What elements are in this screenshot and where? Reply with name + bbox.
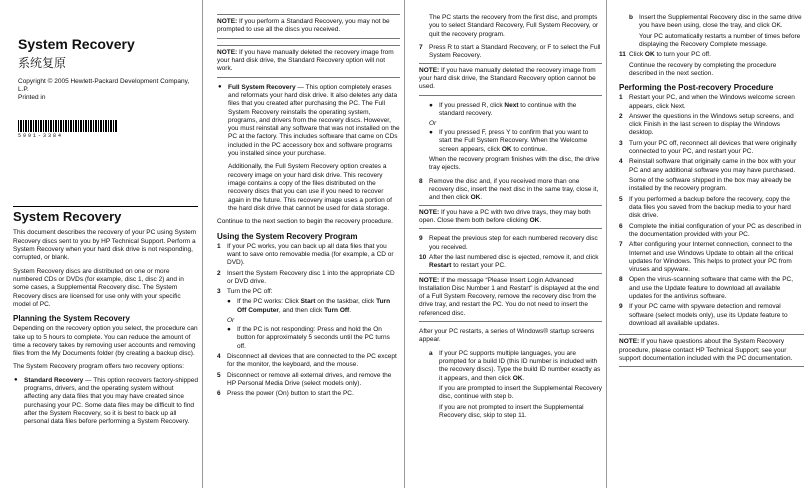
tray-paragraph: When the recovery program finishes with the disc, the drive tray ejects. <box>429 156 600 172</box>
step-a-paragraph-2: If you are prompted to insert the Supplemental Recovery disc, continue with step b. <box>439 384 602 401</box>
note-support: NOTE: If you have questions about the System Recovery procedure, please contact HP Technical Support; see your support documentation included with the PC documentation. <box>619 334 804 367</box>
step-3-bullet-b: ● If the PC is not responding: Press and hold the On button for approximately 5 seconds until the PC turns off. <box>227 326 390 350</box>
planning-heading: Planning the System Recovery <box>13 314 130 324</box>
post-step-3: 3 Turn your PC off, reconnect all devices that were originally connected to your PC, and restart your PC. <box>619 139 797 156</box>
post-step-5: 5 If you performed a backup before the recovery, copy the data files you saved from the backup media to your hard disk drive. <box>619 195 791 220</box>
step-10: 10 After the last numbered disc is ejected, remove it, and click Restart to restart your PC. <box>419 253 599 270</box>
barcode <box>18 120 118 132</box>
printed-in: Printed in <box>18 94 46 102</box>
full-recovery-bullet: ● Full System Recovery — This option completely erases and reformats your hard disk drive. It also deletes any data files that you created after purchasing the PC. The Full System Recovery reinstalls the operating system, programs, and drivers from the recovery discs. However, you must reinstall any software that was not installed on the PC at the factory. This includes software that came on CDs included in the PC accessory box and software programs you installed since your purchase. <box>217 84 400 159</box>
step-b: b Insert the Supplemental Recovery disc in the same drive you have been using, close the tray, and click OK. <box>629 14 802 30</box>
continue-post-paragraph: Continue the recovery by completing the procedure described in the next section. <box>629 61 777 77</box>
note-two-trays: NOTE: If you have a PC with two drive trays, they may both open. Close them both before clicking OK. <box>419 205 602 230</box>
post-step-8: 8 Open the virus-scanning software that came with the PC, and use the Update feature to download all available updates for the antivirus software. <box>619 276 794 301</box>
discs-paragraph: System Recovery discs are distributed on one or more numbered CDs or DVDs (for example, disc 1, disc 2) and in some cases, a Supplemental Recovery disc. The System Recovery discs are licensed for use only with your specific model of PC. <box>13 267 184 308</box>
planning-paragraph: Depending on the recovery option you select, the procedure can take up to 5 hours to complete. You can reduce the amount of time a recovery takes by removing user accounts and removing files from the My Documents folder (by creating a backup disc). <box>13 325 198 358</box>
note-standard: NOTE: If you perform a Standard Recovery, you may not be prompted to use all the discs you received. <box>217 14 400 39</box>
step-9: 9 Repeat the previous step for each numbered recovery disc you received. <box>419 235 598 251</box>
doc-title-chinese: 系统复原 <box>18 56 67 70</box>
intro-paragraph: This document describes the recovery of your PC using System Recovery discs sent to you by HP Technical Support. Perform a System Recovery when your hard disk drive is not responding, corrupted, or blank. <box>13 229 197 262</box>
note-login-message: NOTE: If the message “Please Insert Login Advanced Installation Disc Number 1 and Restart” is displayed at the end of a Full System Recovery, remove the recovery disc from the drive tray, and restart the PC. You do not need to insert the referenced disc. <box>419 273 602 323</box>
barcode-number: 5991-3384 <box>18 133 64 140</box>
post-step-2: 2 Answer the questions in the Windows setup screens, and click Finish in the last screen to display the Windows desktop. <box>619 112 794 137</box>
post-step-6: 6 Complete the initial configuration of your PC as described in the documentation provided with your PC. <box>619 222 802 238</box>
post-step-4-note: Some of the software shipped in the box may already be installed by the recovery program. <box>629 177 792 193</box>
section-title: System Recovery <box>13 209 122 225</box>
note-recovery-image: NOTE: If you have manually deleted the recovery image from your hard disk drive, the Standard Recovery option will not work. <box>217 45 400 78</box>
step-7-bullet-a: ● If you pressed R, click Next to continue with the standard recovery. <box>429 101 577 117</box>
section-rule <box>13 206 198 207</box>
column-4 <box>606 0 808 488</box>
or-label: Or <box>227 317 235 325</box>
step-a-paragraph-3: If you are not prompted to insert the Supplemental Recovery disc, skip to step 11. <box>439 403 584 419</box>
post-recovery-heading: Performing the Post-recovery Procedure <box>619 83 774 93</box>
post-step-7: 7 After configuring your Internet connection, connect to the Internet and use Windows Update to obtain all the critical updates for Windows. This helps to protect your PC from viruses and spyware. <box>619 241 794 274</box>
using-heading: Using the System Recovery Program <box>217 231 358 241</box>
step-3-bullet-a: ● If the PC works: Click Start on the taskbar, click Turn Off Computer, and then click Turn Off. <box>227 298 391 314</box>
step-b-paragraph: Your PC automatically restarts a number of times before displaying the Recovery Complete message. <box>639 32 801 48</box>
continue-paragraph: Continue to the next section to begin the recovery procedure. <box>217 218 393 226</box>
column-3 <box>404 0 606 488</box>
step-3: 3 Turn the PC off: <box>217 288 273 296</box>
post-step-4: 4 Reinstall software that originally came in the box with your PC and any additional software you may have purchased. <box>619 158 796 174</box>
recovery-image-paragraph: Additionally, the Full System Recovery option creates a recovery image on your hard disk drive. This recovery image contains a copy of the files distributed on the recovery discs that you can use if you need to recover again in the future. This recovery image uses a portion of the hard disk drive that cannot be used for data storage. <box>228 163 392 212</box>
start-paragraph: The PC starts the recovery from the first disc, and prompts you to select Standard Recovery, Full System Recovery, or quit the recovery program. <box>429 14 599 38</box>
column-1 <box>0 0 202 488</box>
step-7: 7 Press R to start a Standard Recovery, or F to select the Full System Recovery. <box>419 43 601 60</box>
copyright: Copyright © 2005 Hewlett-Packard Development Company, L.P. <box>18 78 190 94</box>
standard-recovery-bullet: ● Standard Recovery — This option recovers factory-shipped programs, drivers, and the operating system without affecting any data files that you may have created since purchasing your PC. Some data files may be difficult to find after the System Recovery, so it is best to back up all personal data files before performing a System Recovery. <box>13 377 198 427</box>
step-11: 11 Click OK to turn your PC off. <box>619 51 711 59</box>
note-standard-unavailable: NOTE: If you have manually deleted the recovery image from your hard disk drive, the Standard Recovery option cannot be used. <box>419 63 602 96</box>
step-2: 2 Insert the System Recovery disc 1 into the appropriate CD or DVD drive. <box>217 269 395 285</box>
post-step-1: 1 Restart your PC, and when the Windows welcome screen appears, click Next. <box>619 94 795 110</box>
column-2 <box>202 0 404 488</box>
or-label-2: Or <box>429 120 437 128</box>
after-restart-paragraph: After your PC restarts, a series of Windows® startup screens appear. <box>419 328 595 344</box>
step-1: 1 If your PC works, you can back up all data files that you want to save onto removable media (for example, a CD or DVD). <box>217 242 394 267</box>
step-4: 4 Disconnect all devices that are connected to the PC except for the monitor, the keyboard, and the mouse. <box>217 353 397 369</box>
doc-title: System Recovery <box>18 36 135 52</box>
step-5: 5 Disconnect or remove all external drives, and remove the HP Personal Media Drive (select models only). <box>217 371 392 387</box>
step-8: 8 Remove the disc and, if you received more than one recovery disc, insert the next disc in the same tray, close it, and then click OK. <box>419 177 599 202</box>
post-step-9: 9 If your PC came with spyware detection and removal software (select models only), use its Update feature to download all available updates. <box>619 303 788 327</box>
options-paragraph: The System Recovery program offers two recovery options: <box>13 363 185 371</box>
step-6: 6 Press the power (On) button to start the PC. <box>217 390 354 398</box>
step-a: a If your PC supports multiple languages, you are prompted for a build ID (this ID number is included with the recovery discs). Type the build ID number exactly as it appears, and then click OK. <box>429 349 601 382</box>
step-7-bullet-b: ● If you pressed F, press Y to confirm that you want to start the Full System Recovery. When the Welcome screen appears, click OK to continue. <box>429 129 589 153</box>
